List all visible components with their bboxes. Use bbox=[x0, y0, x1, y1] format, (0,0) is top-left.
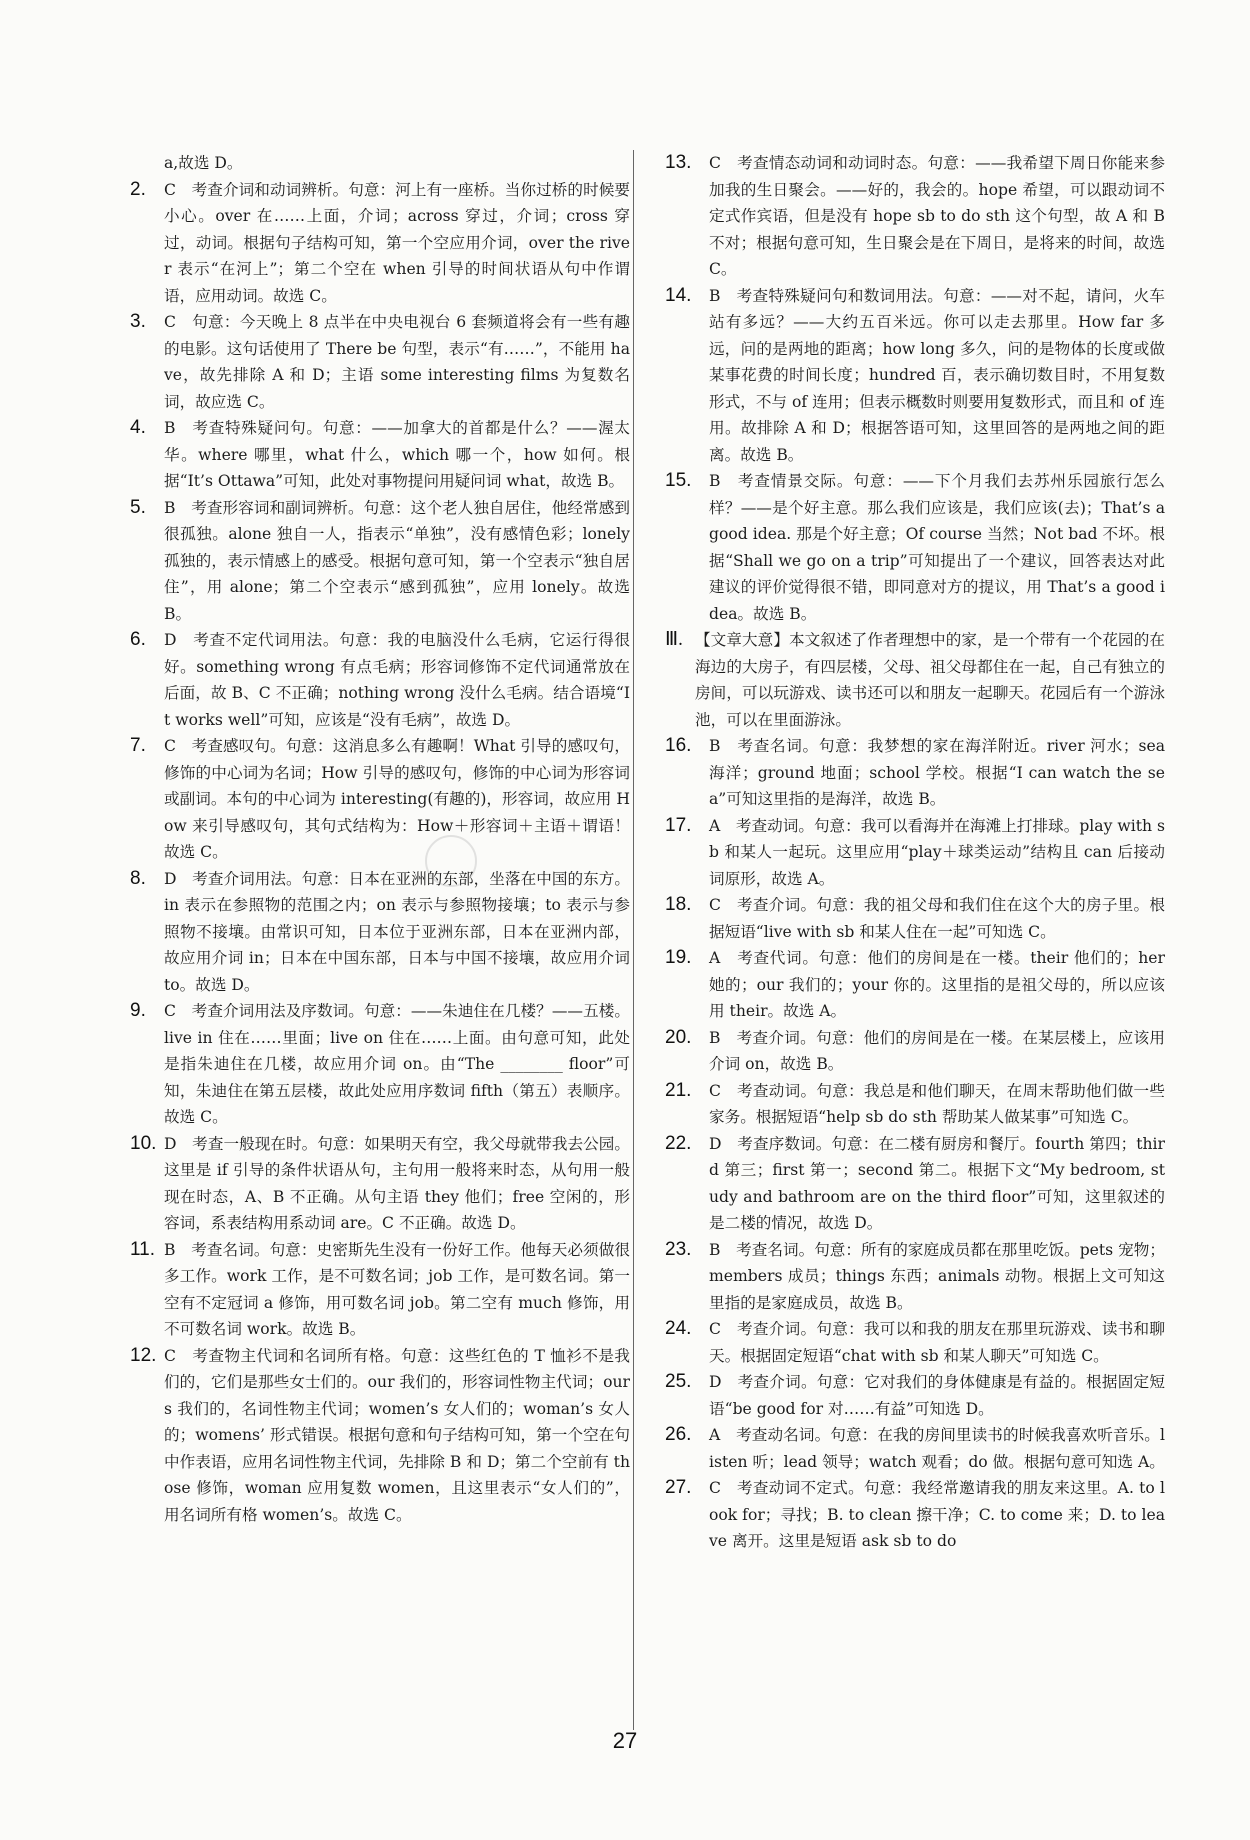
right-column bbox=[665, 150, 1165, 1555]
item-explanation: C 句意：今天晚上 8 点半在中央电视台 6 套频道将会有一些有趣的电影。这句话使用了 There be 句型，表示“有……”，不能用 have，故先排除 A 和 D；主语 some interesting films 为复数名词，故应选 C。 bbox=[164, 313, 630, 411]
item-explanation: C 考查介词和动词辨析。句意：河上有一座桥。当你过桥的时候要小心。over 在……上面，介词；across 穿过，介词；cross 穿过，动词。根据句子结构可知，第一个空应用介词，over the river 表示“在河上”；第二个空在 when 引导的时间状语从句中作谓语，应用动词。故选 C。 bbox=[164, 180, 630, 305]
item-explanation: B 考查形容词和副词辨析。句意：这个老人独自居住，他经常感到很孤独。alone 独自一人，指表示“单独”，没有感情色彩；lonely 孤独的，表示情感上的感受。根据句意可知，第一个空表示“独自居住”，用 alone；第二个空表示“感到孤独”，应用 lonely。故选 B。 bbox=[164, 498, 630, 623]
item-explanation: A 考查动名词。句意：在我的房间里读书的时候我喜欢听音乐。listen 听；lead 领导；watch 观看；do 做。根据句意可知选 A。 bbox=[709, 1426, 1165, 1471]
item-number: 18. bbox=[665, 894, 692, 915]
answer-item bbox=[130, 866, 630, 999]
answer-item bbox=[130, 1237, 630, 1343]
item-number: 26. bbox=[665, 1424, 692, 1445]
item-explanation: C 考查介词。句意：我可以和我的朋友在那里玩游戏、读书和聊天。根据固定短语“chat with sb 和某人聊天”可知选 C。 bbox=[709, 1320, 1165, 1365]
item-explanation: C 考查感叹句。句意：这消息多么有趣啊！What 引导的感叹句，修饰的中心词为名词；How 引导的感叹句，修饰的中心词为形容词或副词。本句的中心词为 interesting(有趣的)，形容词，故应用 How 来引导感叹句，其句式结构为：How＋形容词＋主语＋谓语！故选 C。 bbox=[164, 737, 630, 861]
answer-item bbox=[130, 415, 630, 495]
answer-item bbox=[665, 1422, 1165, 1475]
item-explanation: A 考查代词。句意：他们的房间是在一楼。their 他们的；her 她的；our 我们的；your 你的。这里指的是祖父母的，所以应该用 their。故选 A。 bbox=[709, 949, 1165, 1020]
item-explanation: B 考查介词。句意：他们的房间是在一楼。在某层楼上，应该用介词 on，故选 B。 bbox=[709, 1028, 1165, 1073]
item-number: 20. bbox=[665, 1026, 692, 1048]
page-number: 27 bbox=[612, 1728, 638, 1753]
item-number: 7. bbox=[130, 735, 146, 756]
item-explanation: D 考查不定代词用法。句意：我的电脑没什么毛病，它运行得很好。something wrong 有点毛病；形容词修饰不定代词通常放在后面，故 B、C 不正确；nothing wrong 没什么毛病。结合语境“It works well”可知，应该是“没有毛病”，故选 D。 bbox=[164, 631, 630, 729]
item-explanation: D 考查一般现在时。句意：如果明天有空，我父母就带我去公园。这里是 if 引导的条件状语从句，主句用一般将来时态，从句用一般现在时态，A、B 不正确。从句主语 they 他们；free 空闲的，形容词，系表结构用系动词 are。C 不正确。故选 D。 bbox=[164, 1134, 630, 1232]
answer-item bbox=[665, 1237, 1165, 1317]
item-number: 4. bbox=[130, 417, 146, 438]
lead-continuation bbox=[130, 150, 630, 177]
item-number: 2. bbox=[130, 178, 146, 200]
answer-item bbox=[665, 813, 1165, 893]
answer-item bbox=[130, 495, 630, 628]
section-number: Ⅲ. bbox=[665, 629, 683, 650]
item-explanation: B 考查名词。句意：我梦想的家在海洋附近。river 河水；sea 海洋；ground 地面；school 学校。根据“I can watch the sea”可知这里指的是海洋，故选 B。 bbox=[709, 737, 1165, 808]
item-number: 19. bbox=[665, 947, 692, 968]
column-divider bbox=[633, 150, 634, 1730]
item-number: 8. bbox=[130, 867, 146, 889]
item-number: 25. bbox=[665, 1371, 692, 1392]
answer-item bbox=[665, 1078, 1165, 1131]
answer-item bbox=[130, 1131, 630, 1237]
answer-item bbox=[665, 468, 1165, 627]
item-number: 10. bbox=[130, 1132, 157, 1154]
answer-item bbox=[130, 627, 630, 733]
item-explanation: B 考查名词。句意：史密斯先生没有一份好工作。他每天必须做很多工作。work 工作，是不可数名词；job 工作，是可数名词。第一空有不定冠词 a 修饰，用可数名词 job。第二空有 much 修饰，用不可数名词 work。故选 B。 bbox=[164, 1240, 630, 1338]
answer-item bbox=[665, 945, 1165, 1025]
answer-item bbox=[130, 733, 630, 866]
item-explanation: C 考查情态动词和动词时态。句意：——我希望下周日你能来参加我的生日聚会。——好的，我会的。hope 希望，可以跟动词不定式作宾语，但是没有 hope sb to do sth 这个句型，故 A 和 B 不对；根据句意可知，生日聚会是在下周日，是将来的时间，故选 C。 bbox=[709, 154, 1165, 278]
item-explanation: C 考查动词。句意：我总是和他们聊天，在周末帮助他们做一些家务。根据短语“help sb do sth 帮助某人做某事”可知选 C。 bbox=[709, 1081, 1165, 1126]
item-explanation: B 考查情景交际。句意：——下个月我们去苏州乐园旅行怎么样？——是个好主意。那么我们应该是，我们应该(去)；That’s a good idea. 那是个好主意；Of course 当然；Not bad 不坏。根据“Shall we go on a trip”可知提出了一个建议，回答表达对此建议的评价觉得很不错，即同意对方的提议，用 That’s a good idea。故选 B。 bbox=[709, 472, 1165, 623]
answer-item bbox=[665, 283, 1165, 469]
item-explanation: B 考查名词。句意：所有的家庭成员都在那里吃饭。pets 宠物；members 成员；things 东西；animals 动物。根据上文可知这里指的是家庭成员，故选 B。 bbox=[709, 1240, 1165, 1312]
answer-item bbox=[665, 1369, 1165, 1422]
item-number: 14. bbox=[665, 284, 692, 306]
item-number: 22. bbox=[665, 1132, 692, 1154]
faded-stamp-watermark bbox=[425, 835, 477, 887]
answer-item bbox=[130, 1343, 630, 1529]
item-number: 23. bbox=[665, 1238, 692, 1260]
section-summary-text: 【文章大意】本文叙述了作者理想中的家，是一个带有一个花园的在海边的大房子，有四层楼，父母、祖父母都住在一起，自己有独立的房间，可以玩游戏、读书还可以和朋友一起聊天。花园后有一个游泳池，可以在里面游泳。 bbox=[695, 631, 1165, 729]
item-number: 9. bbox=[130, 1000, 146, 1021]
answer-item bbox=[665, 1025, 1165, 1078]
answer-item bbox=[665, 1475, 1165, 1555]
item-number: 16. bbox=[665, 735, 692, 756]
item-number: 13. bbox=[665, 152, 692, 173]
answer-item bbox=[130, 998, 630, 1131]
item-explanation: C 考查介词。句意：我的祖父母和我们住在这个大的房子里。根据短语“live with sb 和某人住在一起”可知选 C。 bbox=[709, 896, 1165, 941]
item-number: 24. bbox=[665, 1318, 692, 1339]
item-explanation: D 考查介词用法。句意：日本在亚洲的东部，坐落在中国的东方。in 表示在参照物的范围之内；on 表示与参照物接壤；to 表示与参照物不接壤。由常识可知，日本位于亚洲东部，日本在亚洲内部，故应用介词 in；日本在中国东部，日本与中国不接壤，故应用介词 to。故选 D。 bbox=[164, 869, 630, 994]
item-explanation: A 考查动词。句意：我可以看海并在海滩上打排球。play with sb 和某人一起玩。这里应用“play＋球类运动”结构且 can 后接动词原形，故选 A。 bbox=[709, 816, 1165, 888]
answer-item bbox=[130, 177, 630, 310]
left-column bbox=[130, 150, 630, 1528]
item-explanation: C 考查物主代词和名词所有格。句意：这些红色的 T 恤衫不是我们的，它们是那些女士们的。our 我们的，形容词性物主代词；ours 我们的，名词性物主代词；women’s 女人们的；woman’s 女人的；womens’ 形式错误。根据句意和句子结构可知，第一个空在句中作表语，应用名词性物主代词，先排除 B 和 D；第二个空前有 those 修饰，woman 应用复数 women，且这里表示“女人们的”，用名词所有格 women’s。故选 C。 bbox=[164, 1346, 630, 1524]
item-explanation: C 考查介词用法及序数词。句意：——朱迪住在几楼？——五楼。live in 住在……里面；live on 住在……上面。由句意可知，此处是指朱迪住在几楼，故应用介词 on。由“The ________ floor”可知，朱迪住在第五层楼，故此处应用序数词 fifth（第五）表顺序。故选 C。 bbox=[164, 1002, 630, 1126]
answer-item bbox=[665, 892, 1165, 945]
item-number: 12. bbox=[130, 1344, 157, 1366]
item-explanation: C 考查动词不定式。句意：我经常邀请我的朋友来这里。A. to look for；寻找；B. to clean 擦干净；C. to come 来；D. to leave 离开。这里是短语 ask sb to do bbox=[709, 1479, 1165, 1550]
answer-item bbox=[665, 150, 1165, 283]
item-explanation: D 考查序数词。句意：在二楼有厨房和餐厅。fourth 第四；third 第三；first 第一；second 第二。根据下文“My bedroom, study and bathroom are on the third floor”可知，这里叙述的是二楼的情况，故选 D。 bbox=[709, 1134, 1165, 1232]
answer-item bbox=[665, 733, 1165, 813]
item-number: 5. bbox=[130, 496, 146, 518]
item-number: 21. bbox=[665, 1079, 692, 1101]
item-explanation: D 考查介词。句意：它对我们的身体健康是有益的。根据固定短语“be good for 对……有益”可知选 D。 bbox=[709, 1373, 1165, 1418]
item-explanation: B 考查特殊疑问句。句意：——加拿大的首都是什么？——渥太华。where 哪里，what 什么，which 哪一个，how 如何。根据“It’s Ottawa”可知，此处对事物提问用疑问词 what，故选 B。 bbox=[164, 419, 630, 490]
item-number: 15. bbox=[665, 470, 692, 491]
section-summary bbox=[665, 627, 1165, 733]
continuation-text: a,故选 D。 bbox=[164, 154, 243, 172]
answer-item bbox=[665, 1131, 1165, 1237]
item-number: 27. bbox=[665, 1477, 692, 1498]
answer-item bbox=[665, 1316, 1165, 1369]
item-explanation: B 考查特殊疑问句和数词用法。句意：——对不起，请问，火车站有多远？——大约五百米远。你可以走去那里。How far 多远，问的是两地的距离；how long 多久，问的是物体的长度或做某事花费的时间长度；hundred 百，表示确切数目时，不用复数形式，不与 of 连用；但表示概数时则要用复数形式，而且和 of 连用。故排除 A 和 D；根据答语可知，这里回答的是两地之间的距离。故选 B。 bbox=[709, 286, 1165, 464]
item-number: 6. bbox=[130, 629, 146, 650]
item-number: 3. bbox=[130, 311, 146, 332]
item-number: 17. bbox=[665, 814, 692, 836]
answer-item bbox=[130, 309, 630, 415]
item-number: 11. bbox=[130, 1238, 156, 1260]
